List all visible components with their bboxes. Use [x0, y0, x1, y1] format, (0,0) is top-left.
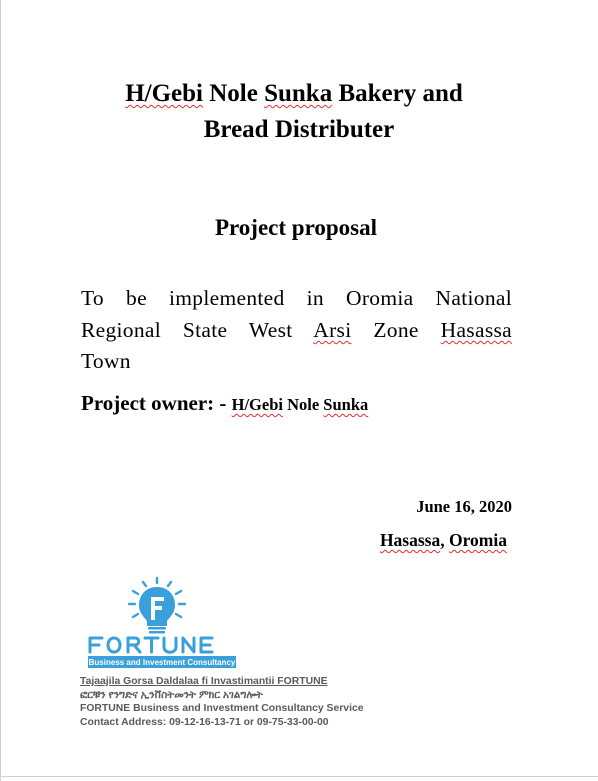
- owner-word-hgebi: H/Gebi: [231, 395, 283, 414]
- place-word-oromia: Oromia: [448, 530, 507, 550]
- document-place: Hasassa, Oromia: [379, 530, 507, 550]
- footer-line-3: FORTUNE Business and Investment Consultancy Service: [80, 703, 364, 715]
- footer-line-4: Contact Address: 09-12-16-13-71 or 09-75-33-00-00: [80, 716, 329, 728]
- title-part-owner: [125, 80, 338, 107]
- lightbulb-f-icon: [139, 587, 175, 634]
- project-owner: [81, 391, 368, 416]
- footer-line-2: ፎርቹን የንግድና ኢንቨስትመንት ምክር አገልግሎት: [80, 689, 263, 701]
- fortune-logo: [82, 576, 240, 670]
- document-title-line1: [0, 80, 593, 108]
- document-title-line2: Bread Distributer: [203, 116, 395, 143]
- owner-label: Project owner: -: [81, 391, 232, 415]
- title-word-hgebi: H/Gebi: [125, 80, 203, 107]
- document-subtitle: Project proposal: [214, 215, 378, 240]
- owner-name: H/Gebi Nole Sunka: [231, 395, 369, 414]
- word-hasassa: Hasassa: [440, 318, 512, 342]
- place-word-hasassa: Hasassa: [379, 530, 441, 550]
- owner-word-sunka: Sunka: [323, 395, 369, 414]
- logo-tagline: Business and Investment Consultancy: [88, 658, 236, 667]
- implementation-line-3: Town: [81, 349, 131, 373]
- fortune-wordmark: [90, 638, 212, 652]
- implementation-line-1: To be implemented in Oromia National: [81, 286, 512, 310]
- title-word-sunka: Sunka: [264, 80, 333, 107]
- page-edge-bottom: [0, 776, 598, 777]
- implementation-line-2: Regional State West Arsi Zone Hasassa: [81, 318, 512, 342]
- document-date: June 16, 2020: [416, 497, 512, 516]
- title-word-nole: Nole: [209, 80, 258, 107]
- footer-line-1: Tajaajila Gorsa Daldalaa fi Invastimantii FORTUNE: [80, 676, 328, 687]
- word-arsi: Arsi: [313, 318, 352, 342]
- consultancy-footer: [80, 675, 380, 729]
- title-word-rest: Bakery and: [338, 80, 463, 107]
